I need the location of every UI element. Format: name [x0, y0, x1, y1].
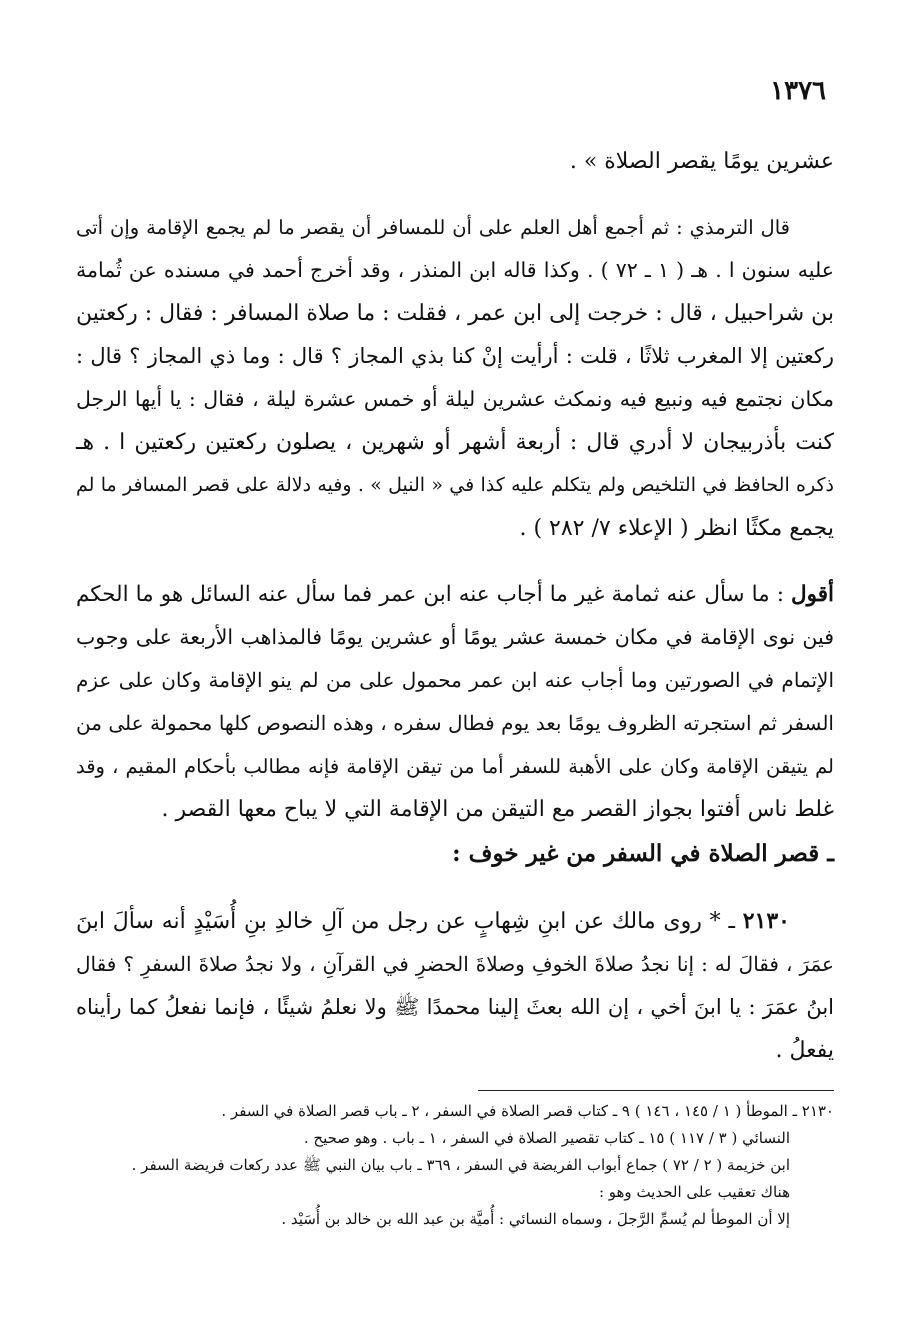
text-line: عليه سنون ا . هـ ( ١ ـ ٧٢ ) . وكذا قاله ابن المنذر ، وقد أخرج أحمد في مسنده عن ثُمامة	[76, 258, 835, 282]
footnote-line: ابن خزيمة ( ٢ / ٧٢ ) جماع أبواب الفريضة في السفر ، ٣٦٩ ـ باب بيان النبي ﷺ عدد ركعات فريضة السفر .	[131, 1156, 790, 1174]
section-heading: ـ قصر الصلاة في السفر من غير خوف :	[452, 840, 834, 867]
text-line	[76, 900, 834, 943]
text-line: مكان نجتمع فيه ونبيع فيه ونمكث عشرين ليلة أو خمس عشرة ليلة ، فقال : يا أيها الرجل	[76, 387, 834, 411]
main-text	[76, 140, 834, 1072]
text-line: الإتمام في الصورتين وما أجاب عنه ابن عمر محمول على من لم ينو الإقامة وكان على عزم	[76, 668, 834, 692]
text-line: فين نوى الإقامة في مكان خمسة عشر يومًا أو عشرين يومًا فالمذاهب الأربعة على وجوب	[76, 625, 834, 649]
paragraph-gap	[76, 183, 834, 206]
paragraph-gap	[76, 550, 834, 573]
aqulu-lead: أقول	[791, 582, 834, 607]
text-line: يفعلُ .	[775, 1038, 834, 1063]
text-line: يجمع مكثًا انظر ( الإعلاء ٧/ ٢٨٢ ) .	[519, 516, 834, 541]
text-line	[76, 573, 834, 616]
footnotes	[76, 1098, 834, 1233]
text-line: عمَرَ ، فقالَ له : إنا نجدُ صلاةَ الخوفِ وصلاةَ الحضرِ في القرآنِ ، ولا نجدُ صلاةَ السفرِ ؟ فقال	[76, 952, 834, 976]
text-line: كنت بأذربيجان لا أدري قال : أربعة أشهر أو شهرين ، يصلون ركعتين ركعتين ا . هـ	[76, 430, 834, 455]
text-line: قال الترمذي : ثم أجمع أهل العلم على أن للمسافر أن يقصر ما لم يجمع الإقامة وإن أتى	[76, 216, 790, 239]
text-line: غلط ناس أفتوا بجواز القصر مع التيقن من الإقامة التي لا يباح معها القصر .	[161, 797, 834, 822]
text-run: ـ * روى مالك عن ابنِ شِهابٍ عن رجل من آلِ خالدِ بنِ أُسَيْدٍ أنه سألَ ابنَ	[76, 909, 743, 934]
text-line: لم يتيقن الإقامة وكان على الأهبة للسفر أما من تيقن الإقامة فإنه مطالب بأحكام المقيم ، وقد	[76, 755, 834, 778]
footnote-divider	[478, 1090, 834, 1091]
text-line: السفر ثم استجرته الظروف يومًا بعد يوم فطال سفره ، وهذه النصوص كلها محمولة على من	[76, 711, 834, 735]
text-line: بن شراحبيل ، قال : خرجت إلى ابن عمر ، فقلت : ما صلاة المسافر : فقال : ركعتين	[75, 301, 834, 326]
footnote-line: النسائي ( ٣ / ١١٧ ) ١٥ ـ كتاب تقصير الصلاة في السفر ، ١ ـ باب . وهو صحيح .	[303, 1129, 790, 1147]
footnote-line: إلا أن الموطأ لم يُسمِّ الرَّجلَ ، وسماه النسائي : أُميَّة بن عبد الله بن خالد بن أُسَيْد .	[281, 1210, 790, 1228]
page-number: ١٣٧٦	[770, 76, 826, 106]
text-line: عشرين يومًا يقصر الصلاة » .	[569, 149, 834, 174]
text-run: : ما سأل عنه ثمامة غير ما أجاب عنه ابن عمر فما سأل عنه السائل هو ما الحكم	[76, 582, 792, 607]
paragraph-gap	[76, 877, 834, 900]
text-line: ابنُ عمَرَ : يا ابنَ أخي ، إن الله بعثَ إلينا محمدًا ﷺ ولا نعلمُ شيئًا ، فإنما نفعلُ كما رأيناه	[76, 995, 834, 1019]
text-line: ركعتين إلا المغرب ثلاثًا ، قلت : أرأيت إنْ كنا بذي المجاز ؟ قال : وما ذي المجاز ؟ قال :	[76, 344, 834, 368]
hadith-number: ٢١٣٠	[742, 908, 790, 934]
text-line: ذكره الحافظ في التلخيص ولم يتكلم عليه كذا في « النيل » . وفيه دلالة على قصر المسافر ما لم	[76, 474, 834, 496]
footnote-line: هناك تعقيب على الحديث وهو :	[598, 1183, 790, 1201]
footnote-line: ٢١٣٠ ـ الموطأ ( ١ / ١٤٥ ، ١٤٦ ) ٩ ـ كتاب قصر الصلاة في السفر ، ٢ ـ باب قصر الصلاة في السفر .	[221, 1102, 834, 1120]
